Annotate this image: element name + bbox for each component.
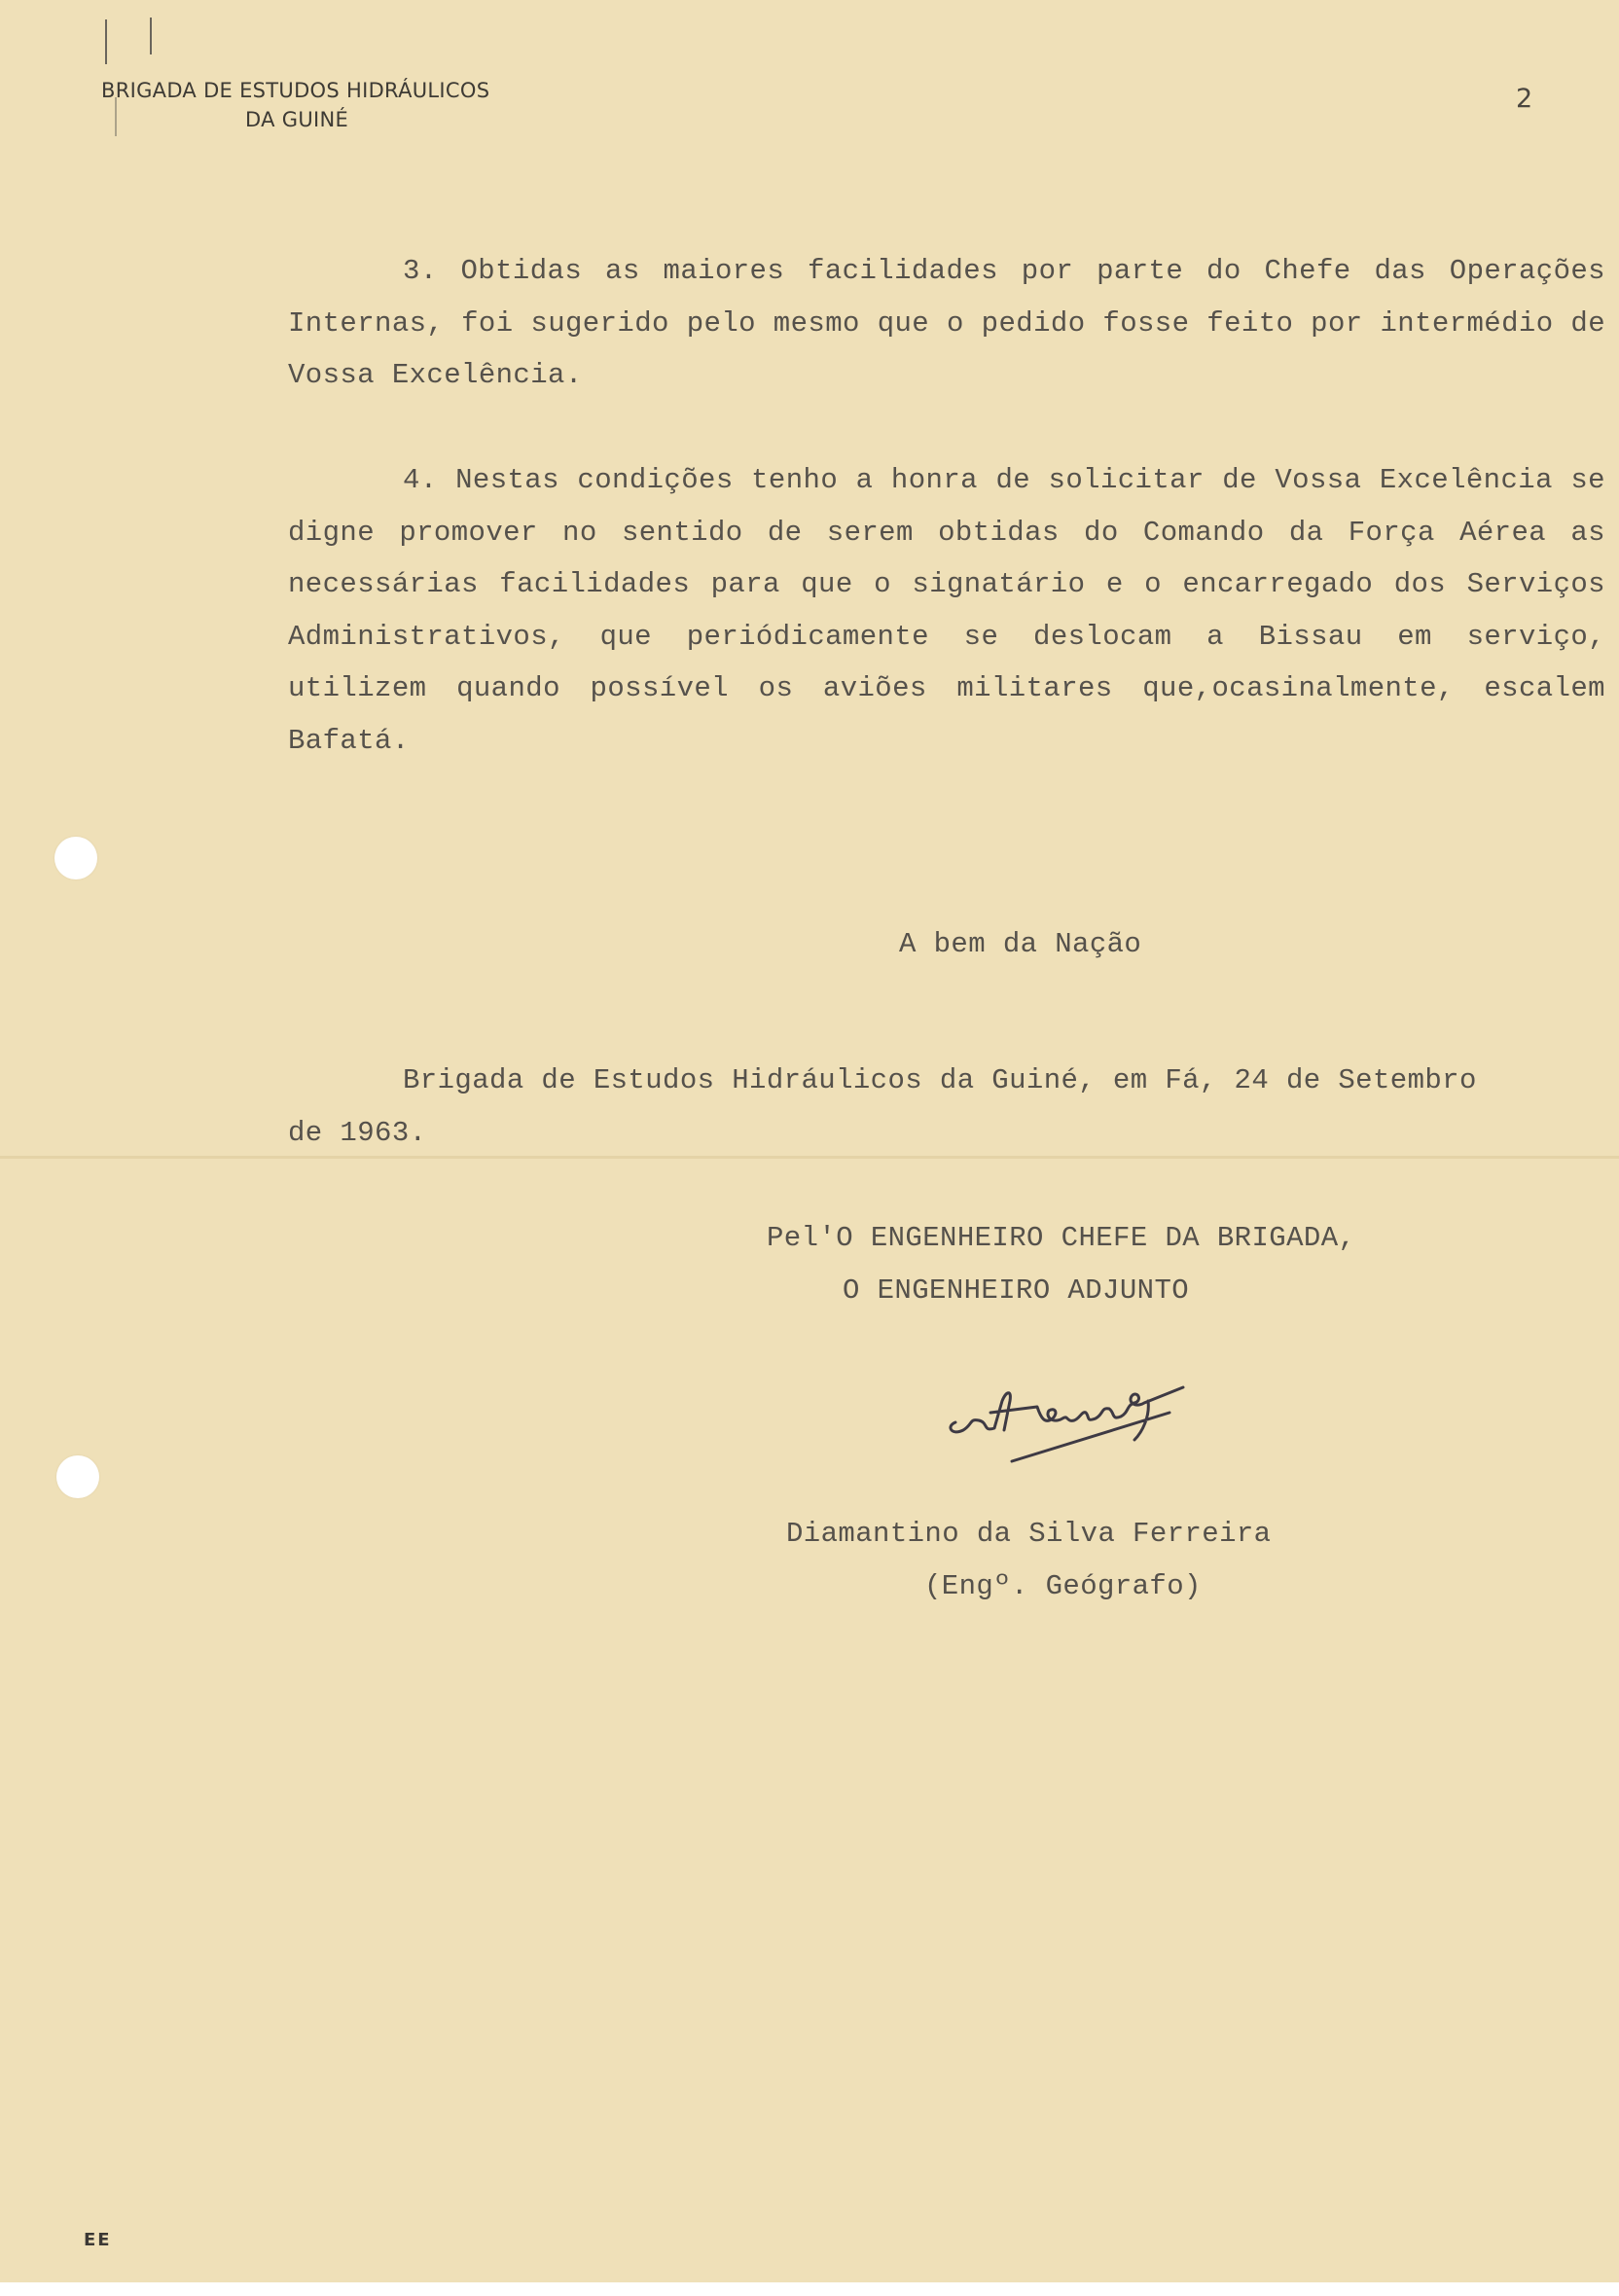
punch-hole xyxy=(56,1455,99,1498)
signatory-title: (Engº. Geógrafo) xyxy=(924,1570,1202,1602)
letterhead-line-1: BRIGADA DE ESTUDOS HIDRÁULICOS xyxy=(101,79,490,102)
handwritten-signature xyxy=(944,1362,1197,1469)
letterhead xyxy=(101,76,489,134)
punch-hole xyxy=(54,837,97,879)
margin-mark xyxy=(105,19,107,64)
closing-formula: A bem da Nação xyxy=(899,928,1142,960)
page-number: 2 xyxy=(1516,84,1533,114)
place-date-line-1: Brigada de Estudos Hidráulicos da Guiné, em Fá, 24 de Setembro xyxy=(403,1064,1477,1096)
signatory-name: Diamantino da Silva Ferreira xyxy=(786,1518,1272,1550)
paper-fold-line xyxy=(0,1156,1619,1159)
paragraph-4: 4. Nestas condições tenho a honra de solicitar de Vossa Excelência se digne promover no sentido de serem obtidas do Comando da Força Aérea as necessárias facilidades para que o signatário e o encarregado dos Serviços Administrativos, que periódicamente se deslocam a Bissau em serviço, utilizem quando possível os aviões militares que,ocasinalmente, escalem Bafatá. xyxy=(288,464,1605,757)
signatory-role-line-2: O ENGENHEIRO ADJUNTO xyxy=(843,1274,1190,1307)
signatory-role-line-1: Pel'O ENGENHEIRO CHEFE DA BRIGADA, xyxy=(767,1222,1356,1254)
place-date-line-2: de 1963. xyxy=(288,1117,427,1149)
paragraph-3: 3. Obtidas as maiores facilidades por parte do Chefe das Operações Internas, foi sugerido pelo mesmo que o pedido fosse feito por intermédio de Vossa Excelência. xyxy=(288,255,1605,391)
margin-mark xyxy=(150,18,152,54)
letterhead-line-2: DA GUINÉ xyxy=(245,108,349,131)
footer-initials: EE xyxy=(84,2230,112,2250)
